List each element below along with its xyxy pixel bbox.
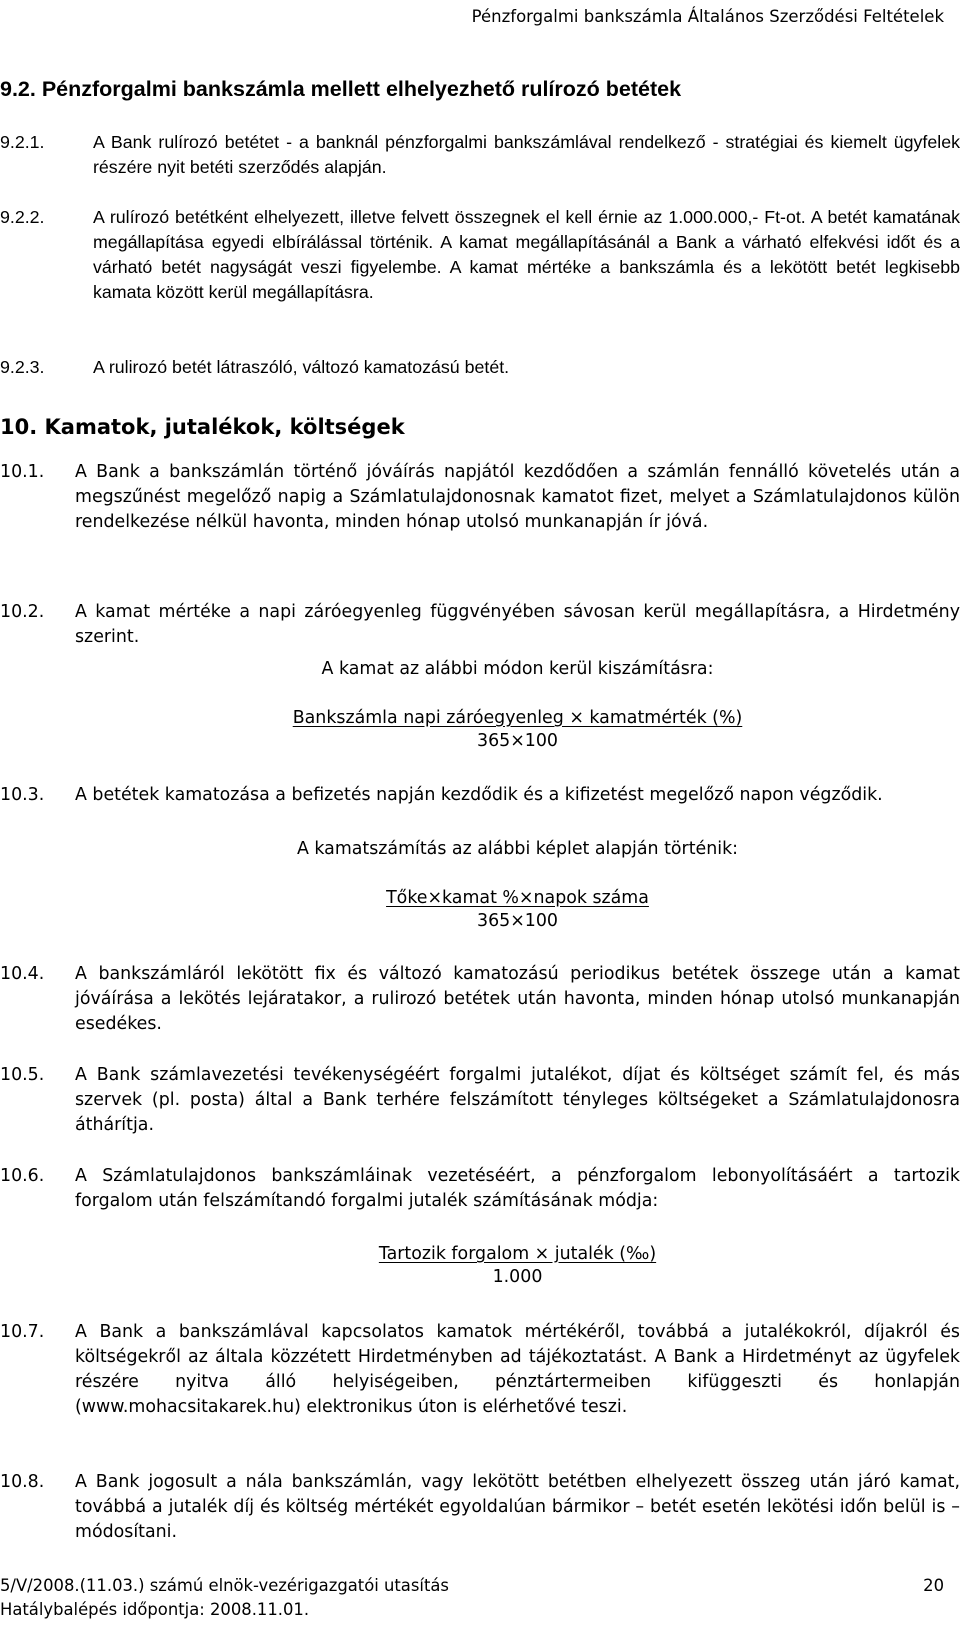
paragraph-number: 10.6. xyxy=(0,1166,45,1186)
running-header: Pénzforgalmi bankszámla Általános Szerződési Feltételek xyxy=(471,7,944,26)
paragraph-10-5 xyxy=(0,1063,960,1138)
paragraph-10-3 xyxy=(0,783,960,808)
paragraph-number: 10.4. xyxy=(0,964,45,984)
deposit-interest-formula xyxy=(75,888,960,931)
formula-denominator: 365×100 xyxy=(477,731,558,751)
formula-numerator: Bankszámla napi záróegyenleg × kamatmérték (%) xyxy=(292,708,743,728)
paragraph-10-8 xyxy=(0,1470,960,1545)
paragraph-number: 10.5. xyxy=(0,1065,45,1085)
commission-formula xyxy=(75,1244,960,1287)
paragraph-10-2 xyxy=(0,600,960,650)
paragraph-number: 9.2.1. xyxy=(0,132,45,152)
paragraph-number: 10.2. xyxy=(0,602,45,622)
formula-numerator: Tartozik forgalom × jutalék (‰) xyxy=(378,1244,657,1264)
paragraph-text: A Bank rulírozó betétet - a banknál pénzforgalmi bankszámlával rendelkező - stratégiai és kiemelt ügyfelek részére nyit betéti szerződés alapján. xyxy=(93,132,960,177)
paragraph-text: A Számlatulajdonos bankszámláinak vezetéséért, a pénzforgalom lebonyolításáért a tartozik forgalom után felszámítandó forgalmi jutalék számításának módja: xyxy=(75,1166,960,1211)
paragraph-text: A Bank számlavezetési tevékenységéért forgalmi jutalékot, díjat és költséget számít fel, és más szervek (pl. posta) által a Bank terhére felszámított tényleges költségeket a Számlatulajdonosra áthárítja. xyxy=(75,1065,960,1135)
paragraph-number: 10.3. xyxy=(0,785,45,805)
paragraph-text: A rulirozó betét látraszóló, változó kamatozású betét. xyxy=(93,357,510,377)
paragraph-number: 9.2.3. xyxy=(0,357,45,377)
formula-numerator: Tőke×kamat %×napok száma xyxy=(386,888,649,908)
paragraph-number: 10.1. xyxy=(0,462,45,482)
formula-denominator: 365×100 xyxy=(477,911,558,931)
paragraph-10-1 xyxy=(0,460,960,535)
interest-formula xyxy=(75,708,960,751)
formula-intro: A kamatszámítás az alábbi képlet alapján történik: xyxy=(296,839,739,859)
paragraph-text: A kamat mértéke a napi záróegyenleg függvényében sávosan kerül megállapításra, a Hirdetmény szerint. xyxy=(75,602,960,647)
paragraph-10-7 xyxy=(0,1320,960,1420)
section-heading-9-2: 9.2. Pénzforgalmi bankszámla mellett elhelyezhető rulírozó betétek xyxy=(0,77,682,101)
paragraph-text: A Bank a bankszámlán történő jóváírás napjától kezdődően a számlán fennálló követelés után a megszűnést megelőző napig a Számlatulajdonosnak kamatot fizet, melyet a Számlatulajdonos külön rendelkezése nélkül havonta, minden hónap utolsó munkanapján ír jóvá. xyxy=(75,462,960,532)
paragraph-text: A Bank jogosult a nála bankszámlán, vagy lekötött betétben elhelyezett összeg után járó kamat, továbbá a jutalék díj és költség mértékét egyoldalúan bármikor – betét esetén lekötési időn belül is – módosítani. xyxy=(75,1472,960,1542)
paragraph-10-6 xyxy=(0,1164,960,1214)
formula-denominator: 1.000 xyxy=(492,1267,543,1287)
formula-intro: A kamat az alábbi módon kerül kiszámításra: xyxy=(321,659,714,679)
paragraph-number: 10.7. xyxy=(0,1322,45,1342)
paragraph-9-2-1 xyxy=(0,130,960,180)
footer-directive: 5/V/2008.(11.03.) számú elnök-vezérigazgatói utasítás xyxy=(0,1576,449,1595)
paragraph-9-2-3 xyxy=(0,355,960,380)
paragraph-9-2-2 xyxy=(0,205,960,305)
paragraph-number: 9.2.2. xyxy=(0,207,45,227)
paragraph-10-4 xyxy=(0,962,960,1037)
page-number: 20 xyxy=(923,1576,944,1595)
paragraph-text: A Bank a bankszámlával kapcsolatos kamatok mértékéről, továbbá a jutalékokról, díjakról és költségekről az általa közzétett Hirdetményben ad tájékoztatást. A Bank a Hirdetményt az ügyfelek részére nyitva álló helyiségeiben, pénztártermeiben kifüggeszti és honlapján (www.mohacsitakarek.hu) elektronikus úton is elérhetővé teszi. xyxy=(75,1322,960,1417)
footer-effective-date: Hatálybalépés időpontja: 2008.11.01. xyxy=(0,1600,310,1619)
paragraph-number: 10.8. xyxy=(0,1472,45,1492)
paragraph-text: A betétek kamatozása a befizetés napján kezdődik és a kifizetést megelőző napon végződik. xyxy=(75,785,883,805)
section-heading-10: 10. Kamatok, jutalékok, költségek xyxy=(0,415,405,439)
paragraph-text: A bankszámláról lekötött fix és változó kamatozású periodikus betétek összege után a kamat jóváírása a lekötés lejáratakor, a rulirozó betétek után havonta, minden hónap utolsó munkanapján esedékes. xyxy=(75,964,960,1034)
paragraph-text: A rulírozó betétként elhelyezett, illetve felvett összegnek el kell érnie az 1.000.000,- Ft-ot. A betét kamatának megállapítása egyedi elbírálással történik. A kamat megállapításánál a Bank a várható elfekvési időt és a várható betét nagyságát veszi figyelembe. A kamat mértéke a bankszámla és a lekötött betét legkisebb kamata között kerül megállapításra. xyxy=(93,207,960,302)
